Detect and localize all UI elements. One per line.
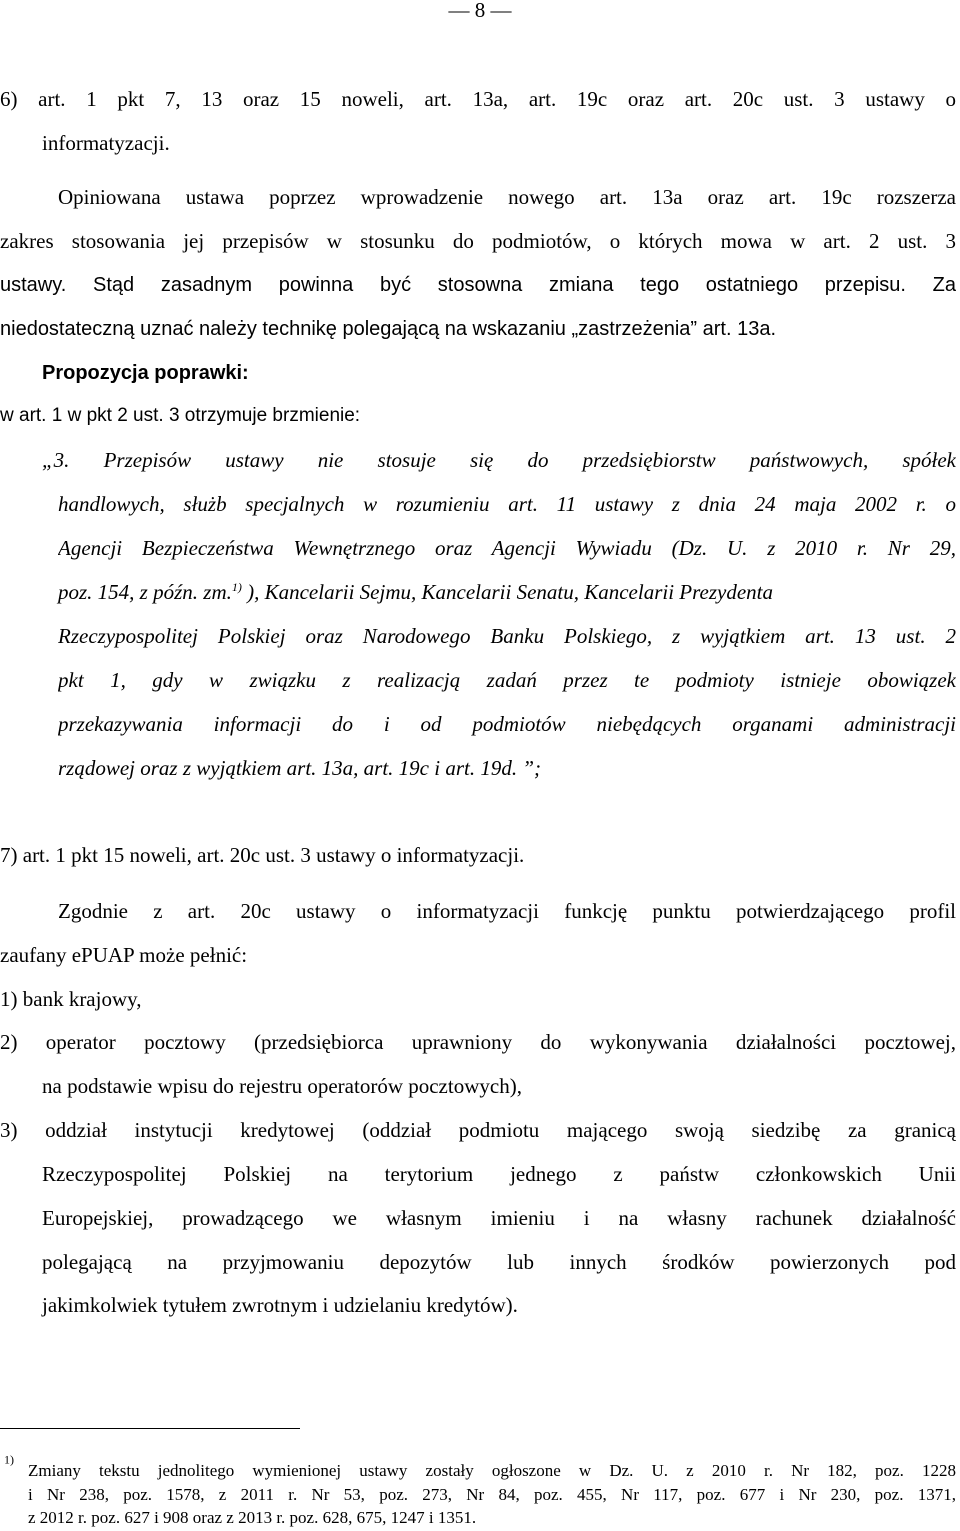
quote-line4-end: ), Kancelarii Sejmu, Kancelarii Senatu, Kancelarii Prezydenta — [241, 580, 773, 604]
list-item-2-line1: 2) operator pocztowy (przedsiębiorca uprawniony do wykonywania działalności pocztowej, — [0, 1030, 956, 1054]
footnote-line1: Zmiany tekstu jednolitego wymienionej ustawy zostały ogłoszone w Dz. U. z 2010 r. Nr 182, poz. 1228 — [28, 1461, 956, 1480]
footnote-line2: i Nr 238, poz. 1578, z 2011 r. Nr 53, poz. 273, Nr 84, poz. 455, Nr 117, poz. 677 i Nr 230, poz. 1371, — [28, 1485, 956, 1504]
list-item-1: 1) bank krajowy, — [0, 987, 142, 1011]
quote-line7: przekazywania informacji do i od podmiotów niebędących organami administracji — [58, 712, 956, 736]
item6-para-line1: Opiniowana ustawa poprzez wprowadzenie nowego art. 13a oraz art. 19c rozszerza — [58, 185, 956, 209]
item7-para-line1: Zgodnie z art. 20c ustawy o informatyzacji funkcję punktu potwierdzającego profil — [58, 899, 956, 923]
list-item-2-line2: na podstawie wpisu do rejestru operatorów pocztowych), — [42, 1074, 522, 1098]
footnote-line3: z 2012 r. poz. 627 i 908 oraz z 2013 r. poz. 628, 675, 1247 i 1351. — [28, 1508, 477, 1527]
list-item-3-line3: Europejskiej, prowadzącego we własnym imieniu i na własny rachunek działalność — [42, 1206, 956, 1230]
list-item-3-line5: jakimkolwiek tytułem zwrotnym i udzielaniu kredytów). — [42, 1293, 518, 1317]
quote-line3: Agencji Bezpieczeństwa Wewnętrznego oraz Agencji Wywiadu (Dz. U. z 2010 r. Nr 29, — [58, 536, 956, 560]
item6-para-line3: ustawy. Stąd zasadnym powinna być stosowna zmiana tego ostatniego przepisu. Za — [0, 274, 956, 296]
footnote-mark-label: 1) — [4, 1452, 14, 1467]
item7-para-line2: zaufany ePUAP może pełnić: — [0, 943, 248, 967]
list-item-3-line4: polegającą na przyjmowaniu depozytów lub innych środków powierzonych pod — [42, 1250, 956, 1274]
quote-line1: „3. Przepisów ustawy nie stosuje się do przedsiębiorstw państwowych, spółek — [42, 448, 956, 472]
quote-line2: handlowych, służb specjalnych w rozumieniu art. 11 ustawy z dnia 24 maja 2002 r. o — [58, 492, 956, 516]
item6-heading-line2: informatyzacji. — [42, 131, 170, 155]
item6-para-line2: zakres stosowania jej przepisów w stosunku do podmiotów, o których mowa w art. 2 ust. 3 — [0, 229, 956, 253]
page-number: — 8 — — [448, 0, 512, 22]
list-item-3-line2: Rzeczypospolitej Polskiej na terytorium jednego z państw członkowskich Unii — [42, 1162, 956, 1186]
amendment-heading: Propozycja poprawki: — [42, 362, 249, 384]
quote-line6: pkt 1, gdy w związku z realizacją zadań przez te podmioty istnieje obowiązek — [58, 668, 956, 692]
quote-line4-start: poz. 154, z późn. zm. — [58, 580, 232, 604]
item7-heading: 7) art. 1 pkt 15 noweli, art. 20c ust. 3 ustawy o informatyzacji. — [0, 843, 525, 867]
item6-heading-line1: 6) art. 1 pkt 7, 13 oraz 15 noweli, art. 13a, art. 19c oraz art. 20c ust. 3 ustawy o — [0, 87, 956, 111]
quote-line5: Rzeczypospolitej Polskiej oraz Narodowego Banku Polskiego, z wyjątkiem art. 13 ust. 2 — [58, 624, 956, 648]
footnote-separator — [0, 1428, 300, 1429]
amendment-intro: w art. 1 w pkt 2 ust. 3 otrzymuje brzmienie: — [0, 405, 361, 426]
quote-line8: rządowej oraz z wyjątkiem art. 13a, art. 19c i art. 19d. ”; — [58, 756, 542, 780]
quote-line4 — [58, 579, 960, 605]
list-item-3-line1: 3) oddział instytucji kredytowej (oddział podmiotu mającego swoją siedzibę za granicą — [0, 1118, 956, 1142]
footnote-reference: 1) — [231, 580, 242, 594]
item6-para-line4: niedostateczną uznać należy technikę polegającą na wskazaniu „zastrzeżenia” art. 13a. — [0, 318, 777, 340]
